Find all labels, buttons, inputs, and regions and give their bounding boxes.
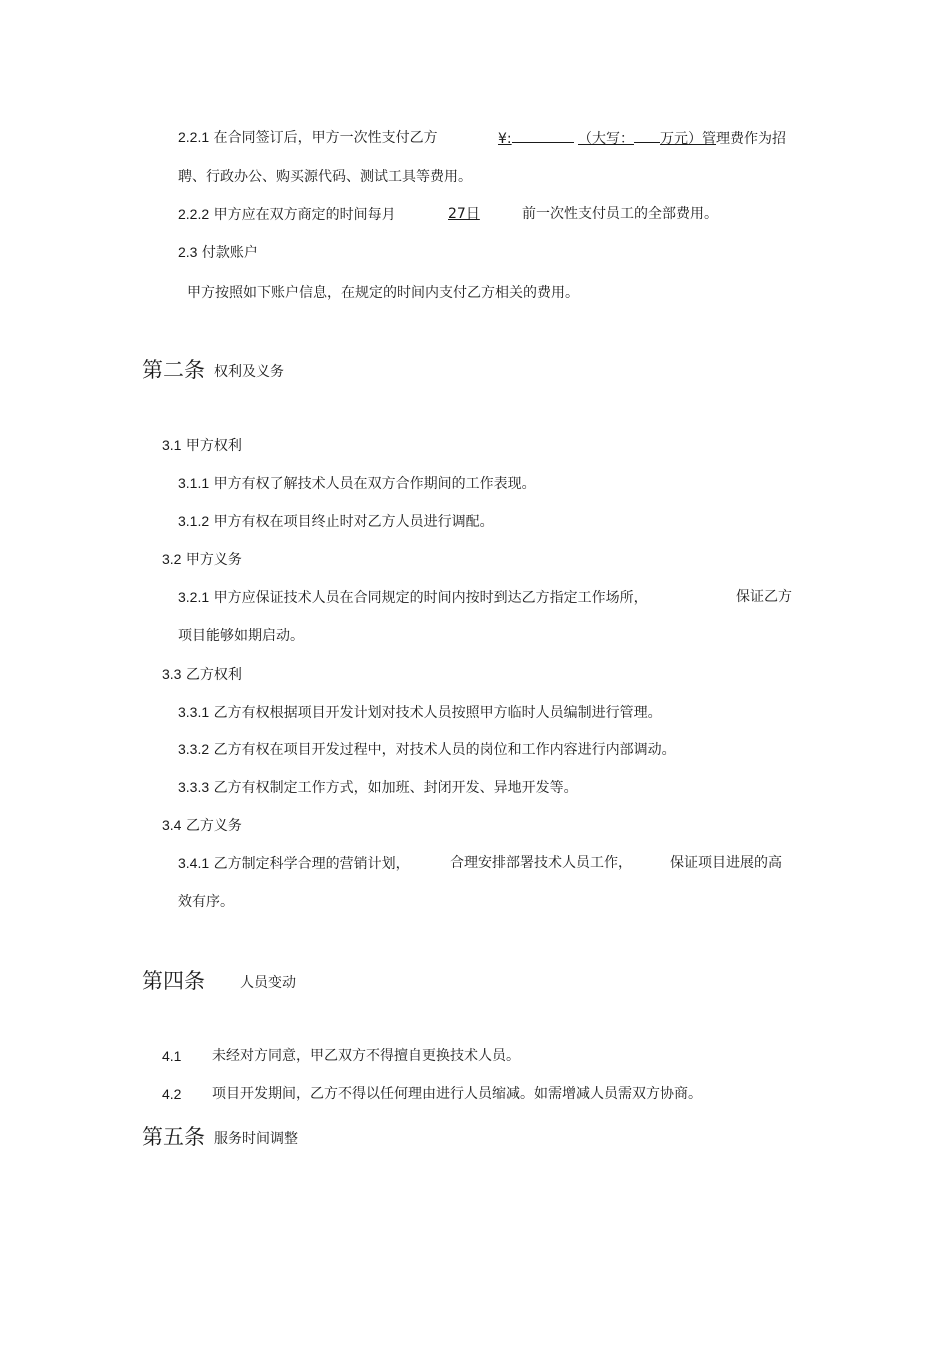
clause-3-3 <box>162 665 242 684</box>
clause-3-1 <box>162 436 242 455</box>
clause-text: 乙方有权制定工作方式，如加班、封闭开发、异地开发等。 <box>213 780 578 796</box>
wanyuan-label: 万元） <box>660 131 702 147</box>
clause-text: 甲方权利 <box>185 438 242 454</box>
capital-blank <box>634 128 660 143</box>
clause-3-4-1 <box>178 854 410 873</box>
clause-number: 3.2.1 <box>178 589 210 605</box>
clause-2-3 <box>178 243 258 262</box>
clause-text: 在合同签订后，甲方一次性支付乙方 <box>213 130 438 146</box>
clause-text-tail: 保证乙方 <box>736 589 792 605</box>
clause-3-1-1 <box>178 474 536 493</box>
article-heading: 第二条 <box>142 358 205 382</box>
clause-3-4-1-line2: 效有序。 <box>178 894 234 910</box>
article-heading: 第四条 <box>142 969 205 993</box>
yen-label: ¥: <box>498 131 512 147</box>
clause-number: 3.3.2 <box>178 741 210 757</box>
guan-char: 管 <box>702 131 716 147</box>
clause-4-1-text: 未经对方同意，甲乙双方不得擅自更换技术人员。 <box>212 1048 520 1064</box>
article-title: 服务时间调整 <box>214 1131 298 1147</box>
clause-text-tail: 理费作为招 <box>716 131 786 147</box>
amount-blank <box>512 128 574 143</box>
clause-3-1-2 <box>178 512 494 531</box>
article-heading: 第五条 <box>142 1125 205 1149</box>
clause-number: 2.3 <box>178 244 198 260</box>
clause-4-2-text: 项目开发期间，乙方不得以任何理由进行人员缩减。如需增减人员需双方协商。 <box>212 1086 702 1102</box>
clause-number: 2.2.1 <box>178 129 210 145</box>
clause-text-tail: 保证项目进展的高 <box>670 855 782 871</box>
clause-3-3-3 <box>178 778 578 797</box>
clause-text: 甲方应保证技术人员在合同规定的时间内按时到达乙方指定工作场所， <box>213 590 648 606</box>
clause-3-3-1 <box>178 703 662 722</box>
clause-number: 3.2 <box>162 551 182 567</box>
clause-text: 乙方权利 <box>185 667 242 683</box>
clause-number: 3.1 <box>162 437 182 453</box>
clause-text: 乙方制定科学合理的营销计划， <box>213 856 410 872</box>
clause-text: 乙方义务 <box>185 818 242 834</box>
clause-text-tail: 前一次性支付员工的全部费用。 <box>522 206 718 222</box>
fee-amount-field <box>498 128 574 148</box>
fee-capital-field <box>578 128 786 148</box>
clause-3-2-1 <box>178 588 648 607</box>
clause-number: 3.1.1 <box>178 475 210 491</box>
clause-text: 乙方有权根据项目开发计划对技术人员按照甲方临时人员编制进行管理。 <box>213 705 662 721</box>
clause-3-3-2 <box>178 740 676 759</box>
clause-text: 甲方有权了解技术人员在双方合作期间的工作表现。 <box>213 476 536 492</box>
clause-number: 4.2 <box>162 1086 182 1102</box>
clause-text: 甲方应在双方商定的时间每月 <box>213 207 396 223</box>
clause-text: 付款账户 <box>201 245 258 261</box>
clause-number: 2.2.2 <box>178 206 210 222</box>
clause-3-4 <box>162 816 242 835</box>
clause-number: 3.3.1 <box>178 704 210 720</box>
clause-number: 3.3.3 <box>178 779 210 795</box>
clause-number: 4.1 <box>162 1048 182 1064</box>
clause-number: 3.4 <box>162 817 182 833</box>
article-title: 人员变动 <box>240 975 296 991</box>
clause-number: 3.4.1 <box>178 855 210 871</box>
payment-date: 27日 <box>448 206 480 222</box>
capital-label: （大写： <box>578 131 634 147</box>
article-title: 权利及义务 <box>214 364 284 380</box>
clause-2-3-body: 甲方按照如下账户信息，在规定的时间内支付乙方相关的费用。 <box>187 285 579 301</box>
clause-text: 甲方义务 <box>185 552 242 568</box>
clause-3-2 <box>162 550 242 569</box>
clause-number: 3.1.2 <box>178 513 210 529</box>
clause-2-2-1 <box>178 128 438 147</box>
clause-3-2-1-line2: 项目能够如期启动。 <box>178 628 304 644</box>
clause-text: 甲方有权在项目终止时对乙方人员进行调配。 <box>213 514 494 530</box>
clause-number: 3.3 <box>162 666 182 682</box>
clause-2-2-2 <box>178 205 396 224</box>
clause-text-mid: 合理安排部署技术人员工作， <box>450 855 632 871</box>
clause-text: 乙方有权在项目开发过程中，对技术人员的岗位和工作内容进行内部调动。 <box>213 742 676 758</box>
clause-2-2-1-line2: 聘、行政办公、购买源代码、测试工具等费用。 <box>178 169 472 185</box>
